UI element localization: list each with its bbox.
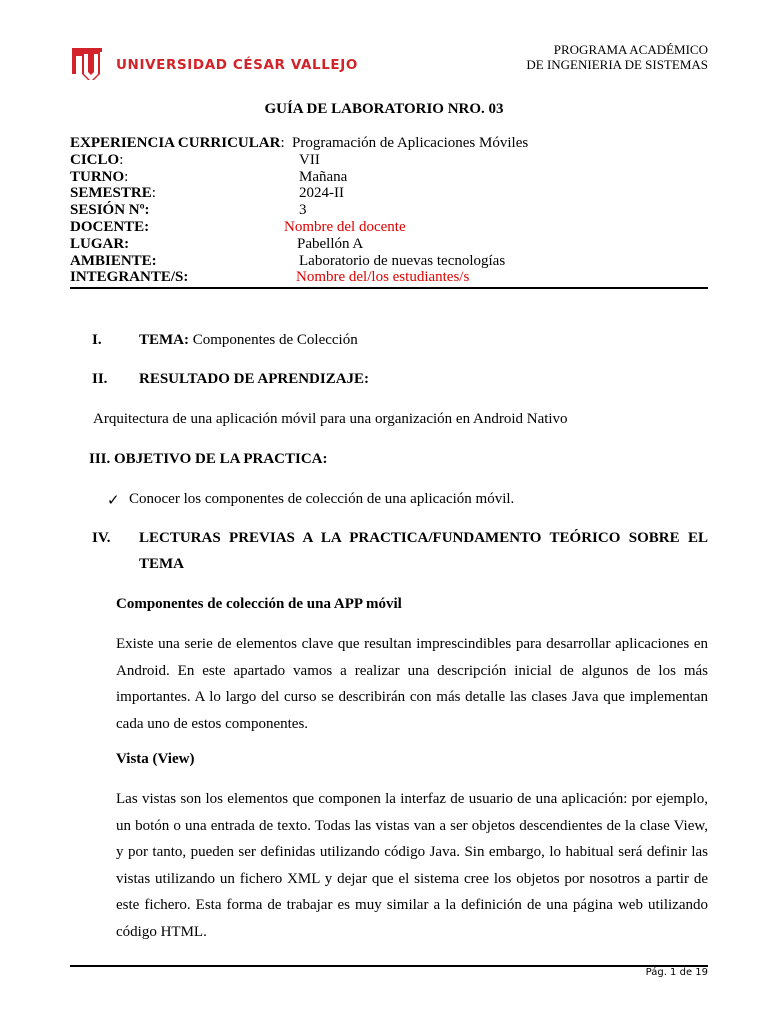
section-text: Componentes de Colección bbox=[189, 332, 358, 348]
info-row bbox=[70, 219, 708, 236]
info-value: 3 bbox=[299, 202, 307, 219]
info-key: SESIÓN Nº: bbox=[70, 202, 150, 219]
info-value: Laboratorio de nuevas tecnologías bbox=[299, 252, 506, 269]
info-value: Pabellón A bbox=[297, 235, 364, 252]
section-2-heading: RESULTADO DE APRENDIZAJE: bbox=[139, 371, 370, 387]
section-number: IV. bbox=[92, 530, 111, 546]
footer-divider bbox=[70, 965, 708, 967]
info-row bbox=[70, 135, 708, 152]
program-name bbox=[526, 42, 708, 72]
info-key: LUGAR: bbox=[70, 235, 130, 252]
info-value: VII bbox=[299, 151, 320, 168]
info-key: DOCENTE: bbox=[70, 218, 150, 235]
page-title: GUÍA DE LABORATORIO NRO. 03 bbox=[264, 101, 504, 117]
info-row bbox=[70, 202, 708, 219]
check-icon: ✓ bbox=[107, 493, 120, 509]
info-value: Mañana bbox=[299, 168, 348, 185]
students-placeholder: Nombre del/los estudiantes/s bbox=[296, 269, 470, 286]
subheading-components: Componentes de colección de una APP móvil bbox=[116, 596, 402, 612]
info-row bbox=[70, 236, 708, 253]
info-key: SEMESTRE: bbox=[70, 185, 156, 202]
section-1 bbox=[92, 332, 102, 349]
subheading-view: Vista (View) bbox=[116, 751, 195, 767]
section-4-heading-cont: TEMA bbox=[139, 556, 184, 572]
info-row bbox=[70, 185, 708, 202]
section-number: I. bbox=[92, 332, 102, 348]
objective-item: Conocer los componentes de colección de una aplicación móvil. bbox=[129, 491, 515, 507]
page-number: Pág. 1 de 19 bbox=[645, 967, 708, 978]
docente-placeholder: Nombre del docente bbox=[284, 218, 406, 235]
program-line-2: DE INGENIERIA DE SISTEMAS bbox=[526, 57, 708, 72]
university-name: UNIVERSIDAD CÉSAR VALLEJO bbox=[116, 57, 358, 73]
section-3-heading: III. OBJETIVO DE LA PRACTICA: bbox=[89, 451, 328, 467]
info-row bbox=[70, 152, 708, 169]
info-row bbox=[70, 269, 708, 286]
info-key: EXPERIENCIA CURRICULAR: bbox=[70, 135, 285, 151]
section-1-heading bbox=[139, 332, 358, 349]
paragraph-view: Las vistas son los elementos que componen la interfaz de usuario de una aplicación: por ejemplo, un botón o una entrada de texto. Todas las vistas van a ser objetos descendientes de la clase View, y por tanto, pueden ser definidas utilizando código Java. Sin embargo, lo habitual será definir las vistas utilizando un fichero XML y dejar que el sistema cree los objetos por nosotros a partir de este fichero. Esta forma de trabajar es muy similar a la definición de una página web utilizando código HTML. bbox=[116, 791, 708, 940]
section-4-heading: LECTURAS PREVIAS A LA PRACTICA/FUNDAMENTO TEÓRICO SOBRE EL bbox=[139, 530, 708, 546]
info-key: INTEGRANTE/S: bbox=[70, 269, 189, 286]
info-row bbox=[70, 253, 708, 270]
section-label: TEMA: bbox=[139, 332, 189, 348]
paragraph-components: Existe una serie de elementos clave que resultan imprescindibles para desarrollar aplicaciones en Android. En este apartado vamos a realizar una descripción inicial de algunos de los más importantes. A lo largo del curso se describirán con más detalle las clases Java que implementan cada uno de estos componentes. bbox=[116, 636, 708, 732]
section-number: II. bbox=[92, 371, 108, 387]
info-row bbox=[70, 169, 708, 186]
learning-outcome: Arquitectura de una aplicación móvil para una organización en Android Nativo bbox=[93, 411, 568, 427]
info-key: TURNO: bbox=[70, 168, 129, 185]
course-info bbox=[70, 135, 708, 286]
program-line-1: PROGRAMA ACADÉMICO bbox=[553, 42, 708, 57]
university-logo bbox=[70, 44, 358, 82]
info-key: AMBIENTE: bbox=[70, 252, 157, 269]
info-key: CICLO: bbox=[70, 151, 124, 168]
header-divider bbox=[70, 287, 708, 289]
ucv-shield-icon bbox=[70, 44, 358, 82]
info-value: 2024-II bbox=[299, 185, 344, 202]
info-value: Programación de Aplicaciones Móviles bbox=[292, 135, 529, 151]
